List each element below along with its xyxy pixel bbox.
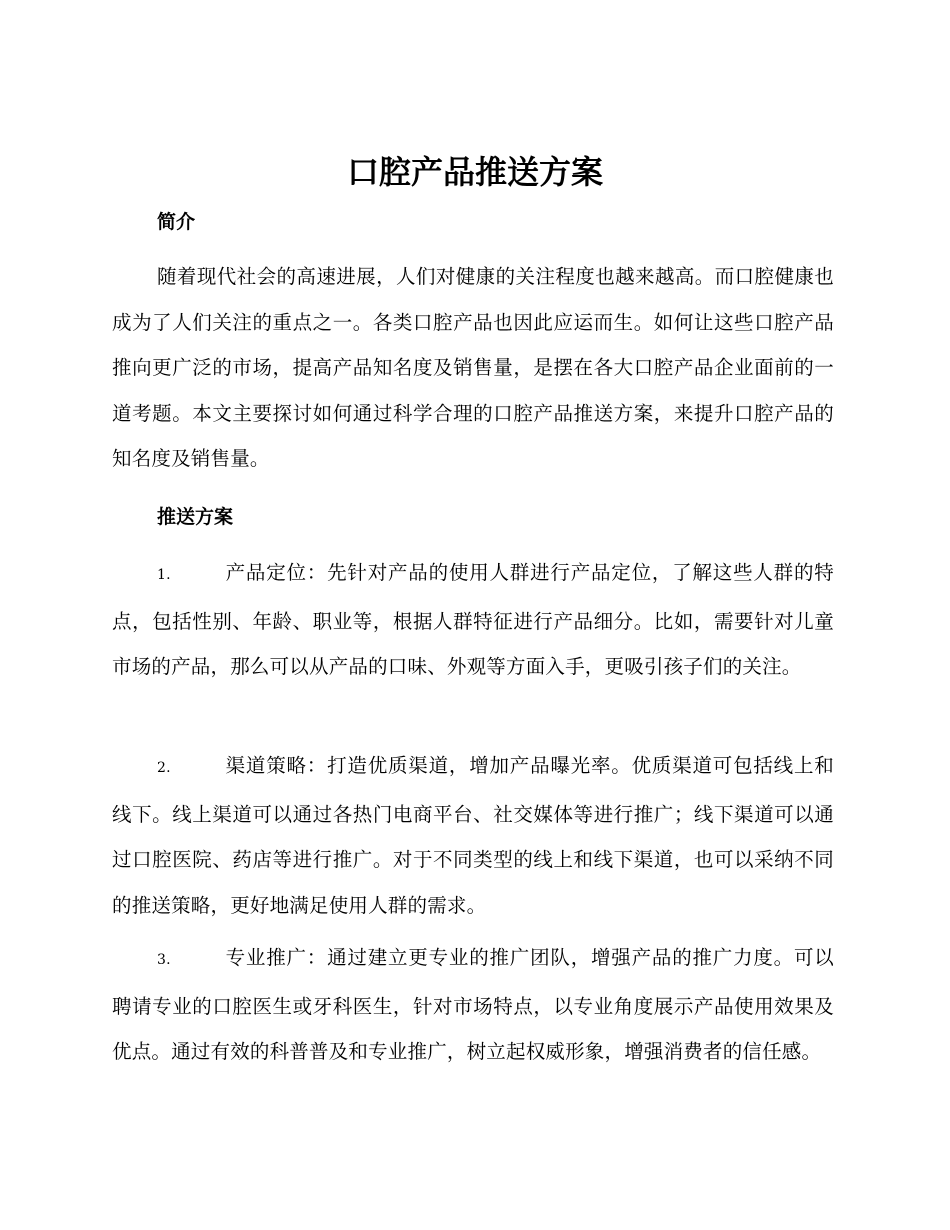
section-heading-plan: 推送方案 xyxy=(157,506,234,528)
list-item-text: 产品定位：先针对产品的使用人群进行产品定位，了解这些人群的特点，包括性别、年龄、职业等，根据人群特征进行产品细分。比如，需要针对儿童市场的产品，那么可以从产品的口味、外观等方面入手，更吸引孩子们的关注。 xyxy=(112,561,834,678)
page-title: 口腔产品推送方案 xyxy=(346,153,603,191)
list-item-number: 1. xyxy=(157,567,171,583)
list-item-text: 专业推广：通过建立更专业的推广团队，增强产品的推广力度。可以聘请专业的口腔医生或牙科医生，针对市场特点，以专业角度展示产品使用效果及优点。通过有效的科普普及和专业推广，树立起权威形象，增强消费者的信任感。 xyxy=(112,946,834,1063)
list-item xyxy=(112,743,834,928)
section-heading-intro: 简介 xyxy=(157,211,196,233)
list-item-number: 2. xyxy=(157,760,171,776)
list-item-text: 渠道策略：打造优质渠道，增加产品曝光率。优质渠道可包括线上和线下。线上渠道可以通过各热门电商平台、社交媒体等进行推广；线下渠道可以通过口腔医院、药店等进行推广。对于不同类型的线上和线下渠道，也可以采纳不同的推送策略，更好地满足使用人群的需求。 xyxy=(112,754,834,917)
list-item xyxy=(112,935,834,1075)
list-item xyxy=(112,550,834,690)
intro-paragraph: 随着现代社会的高速进展，人们对健康的关注程度也越来越高。而口腔健康也成为了人们关注的重点之一。各类口腔产品也因此应运而生。如何让这些口腔产品推向更广泛的市场，提高产品知名度及销售量，是摆在各大口腔产品企业面前的一道考题。本文主要探讨如何通过科学合理的口腔产品推送方案，来提升口腔产品的知名度及销售量。 xyxy=(112,265,834,470)
list-item-number: 3. xyxy=(157,952,171,968)
